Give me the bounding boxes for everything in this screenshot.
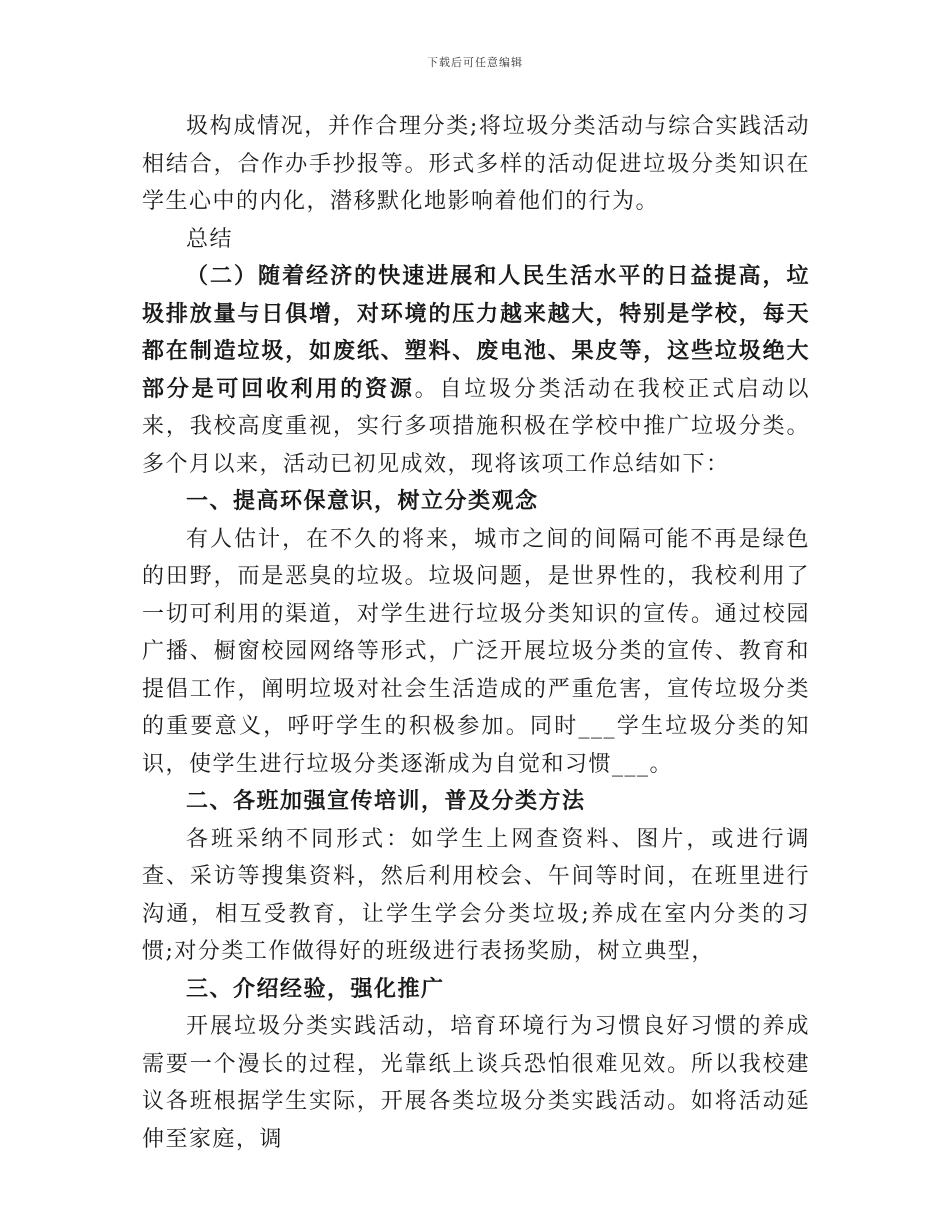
section-heading-1: 一、提高环保意识，树立分类观念 (186, 489, 539, 514)
intro-bold-text: （二）随着经济的快速进展和人民生活水平的日益提高，垃圾排放量与日俱增，对环境的压力越来越大，特别是学校，每天都在制造垃圾，如废纸、塑料、废电池、果皮等，这些垃圾绝大部分是可回收利用的资源 (142, 264, 810, 402)
section-3-body: 开展垃圾分类实践活动，培育环境行为习惯良好习惯的养成需要一个漫长的过程，光靠纸上谈兵恐怕很难见效。所以我校建议各班根据学生实际，开展各类垃圾分类实践活动。如将活动延伸至家庭，调 (142, 1014, 810, 1152)
section-heading-3: 三、介绍经验，强化推广 (186, 976, 445, 1002)
paragraph-continuation: 圾构成情况，并作合理分类;将垃圾分类活动与综合实践活动相结合，合作办手抄报等。形式多样的活动促进垃圾分类知识在学生心中的内化，潜移默化地影响着他们的行为。 (142, 114, 810, 214)
document-body (142, 108, 810, 1158)
paragraph-intro (142, 258, 810, 483)
intro-regular-text: 。自垃圾分类活动在我校正式启动以来，我校高度重视，实行多项措施积极在学校中推广垃圾分类。多个月以来，活动已初见成效，现将该项工作总结如下： (142, 376, 810, 477)
section-heading-2: 二、各班加强宣传培训，普及分类方法 (186, 789, 586, 814)
section-1-body: 有人估计，在不久的将来，城市之间的间隔可能不再是绿色的田野，而是恶臭的垃圾。垃圾问题，是世界性的，我校利用了一切可利用的渠道，对学生进行垃圾分类知识的宣传。通过校园广播、橱窗校园网络等形式，广泛开展垃圾分类的宣传、教育和提倡工作，阐明垃圾对社会生活造成的严重危害，宣传垃圾分类的重要意义，呼吁学生的积极参加。同时___学生垃圾分类的知识，使学生进行垃圾分类逐渐成为自觉和习惯___。 (142, 526, 810, 777)
page-header: 下载后可任意编辑 (427, 56, 523, 69)
section-2-body: 各班采纳不同形式：如学生上网查资料、图片，或进行调查、采访等搜集资料，然后利用校会、午间等时间，在班里进行沟通，相互受教育，让学生学会分类垃圾;养成在室内分类的习惯;对分类工作做得好的班级进行表扬奖励，树立典型， (142, 826, 810, 964)
summary-label: 总结 (186, 226, 234, 252)
